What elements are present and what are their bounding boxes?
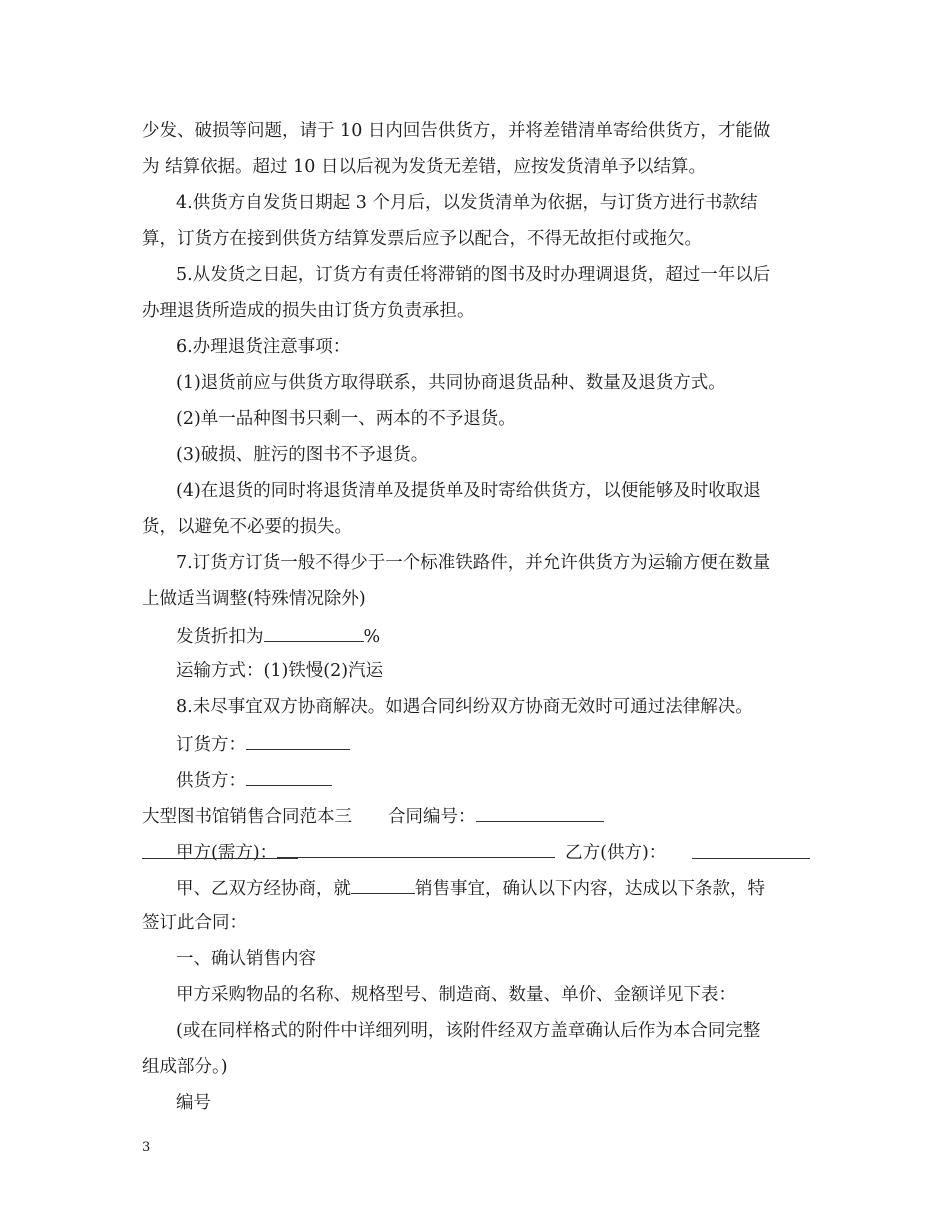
text-line: (4)在退货的同时将退货清单及提货单及时寄给供货方，以便能够及时收取退 (176, 481, 761, 501)
section-heading: 一、确认销售内容 (176, 949, 316, 969)
negotiation-line (176, 876, 765, 900)
text-line: (或在同样格式的附件中详细列明，该附件经双方盖章确认后作为本合同完整 (176, 1021, 761, 1041)
parties-line (176, 840, 666, 864)
negotiation-text-end: 销售事宜，确认以下内容，达成以下条款，特 (415, 879, 765, 899)
text-line: 7.订货方订货一般不得少于一个标准铁路件，并允许供货方为运输方便在数量 (176, 553, 771, 573)
party-b-label: 乙方(供方)： (565, 843, 667, 863)
text-line: 上做适当调整(特殊情况除外) (142, 589, 366, 609)
contract-number-blank (476, 804, 604, 822)
table-label: 编号 (176, 1093, 211, 1113)
contract-title: 大型图书馆销售合同范本三 (142, 807, 352, 827)
contract-number-label: 合同编号： (388, 807, 476, 827)
text-line: 4.供货方自发货日期起 3 个月后，以发货清单为依据，与订货方进行书款结 (176, 193, 758, 213)
percent-sign: % (363, 627, 381, 647)
orderer-blank (246, 732, 350, 750)
text-line: 算，订货方在接到供货方结算发票后应予以配合，不得无故拒付或拖欠。 (142, 229, 702, 249)
text-line: 8.未尽事宜双方协商解决。如遇合同纠纷双方协商无效时可通过法律解决。 (176, 697, 753, 717)
orderer-line (176, 732, 350, 756)
discount-label: 发货折扣为 (176, 627, 264, 647)
text-line: 6.办理退货注意事项： (176, 337, 351, 357)
text-line: 为 结算依据。超过 10 日以后视为发货无差错，应按发货清单予以结算。 (142, 157, 706, 177)
supplier-blank (246, 768, 332, 786)
discount-line (176, 624, 380, 648)
page-number: 3 (142, 1140, 151, 1155)
text-line: 货，以避免不必要的损失。 (142, 517, 352, 537)
text-line: (1)退货前应与供货方取得联系，共同协商退货品种、数量及退货方式。 (176, 373, 726, 393)
text-line: (3)破损、脏污的图书不予退货。 (176, 445, 429, 465)
text-line: 甲方采购物品的名称、规格型号、制造商、数量、单价、金额详见下表： (176, 985, 736, 1005)
contract-title-line (142, 804, 604, 828)
discount-blank (264, 624, 364, 642)
text-line: 办理退货所造成的损失由订货方负责承担。 (142, 301, 475, 321)
negotiation-text-start: 甲、乙双方经协商，就 (176, 879, 351, 899)
text-line: 少发、破损等问题，请于 10 日内回告供货方，并将差错清单寄给供货方，才能做 (142, 121, 771, 141)
orderer-label: 订货方： (176, 735, 246, 755)
party-b-blank-continued (142, 858, 298, 859)
product-blank (351, 876, 415, 894)
party-a-label: 甲方(需方)： (176, 843, 278, 863)
text-line: 5.从发货之日起，订货方有责任将滞销的图书及时办理调退货，超过一年以后 (176, 265, 771, 285)
supplier-line (176, 768, 332, 792)
party-a-blank (277, 840, 555, 858)
text-line: 签订此合同： (142, 913, 247, 933)
party-b-blank (692, 858, 810, 859)
text-line: 运输方式：(1)铁慢(2)汽运 (176, 661, 384, 681)
supplier-label: 供货方： (176, 771, 246, 791)
text-line: (2)单一品种图书只剩一、两本的不予退货。 (176, 409, 516, 429)
text-line: 组成部分。) (142, 1057, 228, 1077)
